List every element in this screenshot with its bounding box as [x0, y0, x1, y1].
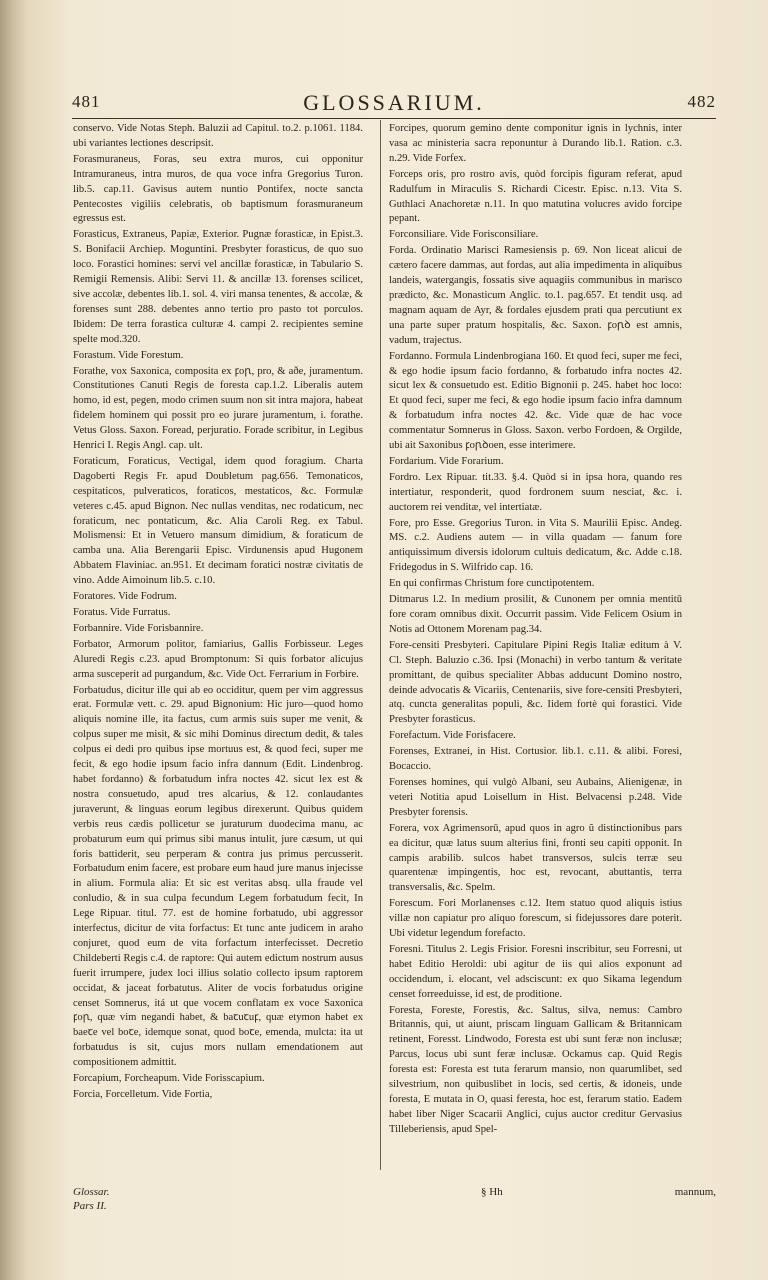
page-number-right: 482: [687, 92, 716, 111]
glossary-entry: Forenses homines, qui vulgò Albani, seu Aubains, Alienigenæ, in veteri Notitia apud Loisellum in Hist. Belvacensi p.248. Vide Presbyter forensis.: [389, 776, 682, 818]
signature-mark: § Hh: [481, 1186, 503, 1198]
signature-part: Pars II.: [73, 1200, 107, 1212]
glossary-entry: Forcipes, quorum gemino dente componitur ignis in lychnis, inter vasa ac ministeria sacra reponuntur à Durando lib.1. Ration. c.3. n.29. Vide Forfex.: [389, 123, 682, 164]
header-rule: [72, 118, 716, 119]
glossary-entry: Fordanno. Formula Lindenbrogiana 160. Et quod feci, super me feci, & ego hodie ipsum facio fordanno, & forbatudo infra noctes 42. sicut lex & consuetudo est. Editio Bignonii p. 245. habet hoc loco: Et quod feci, super me feci, & ego hodie ipsum facio infra damnum & forbatudum infra noctes 42. &c. Vide quæ de hac voce commentatur Somnerus in Gloss. Saxon. verbo Fordoen, & Orgilde, ubi ait Saxonibus ꝼoꞃꝺoen, esse interimere.: [389, 350, 682, 452]
glossary-entry: Forda. Ordinatio Marisci Ramesiensis p. 69. Non liceat alicui de cætero facere dammas, aut fordas, aut alia impedimenta in aliquibus landeis, watergangis, fossatis sive aquagiis communibus in marisco prædicto, &c. Monasticum Anglic. to.1. pag.657. Et tendit usq. ad magnam aquam de Ayr, & fordales ejusdem prati qua percutiunt ex una parte super pratum hospitalis, &c. Saxon. ꝼoꞃꝺ est amnis, vadum, trajectus.: [389, 245, 682, 346]
glossary-entry: Forconsiliare. Vide Forisconsiliare.: [389, 229, 539, 241]
glossary-entry: Foresni. Titulus 2. Legis Frisior. Foresni inscribitur, seu Forresni, ut habet Editio Heroldi: ubi agitur de iis qui alios exponunt ad occidendum, i. elocant, vel adsciscunt: ex quo Sikama legendum censet forreeduisse, id est, de proditione.: [389, 943, 682, 1000]
glossary-entry: En qui confirmas Christum fore cunctipotentem.: [389, 578, 595, 590]
catchword: mannum,: [674, 1186, 716, 1198]
glossary-entry: Forera, vox Agrimensorū, apud quos in agro ũ distinctionibus pars ea dicitur, quæ latus suum alterius fini, fronti seu capiti opponit. In campis arabilib. sulcos habet transversos, sulcis terræ seu quarentenæ impingentis, hoc est, revocant, abuttantis, terra transversalis, &c. Spelm.: [389, 822, 682, 894]
glossary-entry: Forbator, Armorum politor, famiarius, Gallis Forbisseur. Leges Aluredi Regis c.23. apud Bromptonum: Si quis forbator alicujus arma susceperit ad purgandum, &c. Vide Oct. Ferrarium in Forbire.: [73, 638, 363, 680]
glossary-entry: Foresta, Foreste, Forestis, &c. Saltus, silva, nemus: Cambro Britannis, qui, ut aiunt, priscam linguam Gallicam & Britannicam retinent, Foresst. Lindwodo, Foresta est ubi sunt feræ non inclusæ; Parcus, locus ubi sunt feræ inclusæ. Ockamus cap. Quid Regis foresta est: Foresta est tuta ferarum mansio, non quarumlibet, sed silvestrium, non quibuslibet in locis, sed certis, & idoneis, unde foresta, E mutata in O, quasi feresta, hoc est, ferarum statio. Eadem habet liber Niger Scacarii Anglici, cujus auctor creditur Gervasius Tilleberiensis, apud Spel-: [389, 1004, 682, 1135]
text-column-left: [73, 122, 363, 1104]
glossary-entry: Forbannire. Vide Forisbannire.: [73, 622, 204, 634]
glossary-entry: Foratus. Vide Furratus.: [73, 607, 171, 618]
book-page: [30, 0, 768, 1280]
glossary-entry: Ditmarus l.2. In medium prosilit, & Cunonem per omnia mentitū fore coram omnibus dixit. Occurrit passim. Vide Felicem Osium in Notis ad Ottonem Morenam pag.34.: [389, 594, 682, 635]
glossary-entry: Forefactum. Vide Forisfacere.: [389, 730, 516, 742]
page-number-left: 481: [72, 92, 101, 111]
glossary-entry: Forasticus, Extraneus, Papiæ, Exterior. Pugnæ forasticæ, in Epist.3. S. Bonifacii Archiep. Moguntini. Presbyter forasticus, de quo suo loco. Forastici homines: servi vel ancillæ forasticæ, in Tabulario S. Remigii Remensis. Alibi: Servi 11. & ancillæ 13. forenses scilicet, sive accolæ, debentes lib.1. sol. 4. viri mansa tenentes, & accolæ, & forenses sunt 288. debentes anno tertio pro pasto tot porculos. Ibidem: De terra forastica culturæ 4. campi 2. recipientes semine spelte mod.320.: [73, 229, 363, 345]
book-spine: [0, 0, 30, 1280]
glossary-entry: Foraticum, Foraticus, Vectigal, idem quod foragium. Charta Dagoberti Regis Fr. apud Doubletum pag.656. Temonaticos, cespitaticos, pulveraticos, foraticos, mestaticos, &c. Formulæ veteres c.45. apud Bignon. Nec nullas venditas, nec rodaticum, nec foraticum, nec pontaticum, &c. Alia Caroli Reg. ex Tabul. Molismensi: Et in Vetuero mansum dimidium, & foraticum de camba una. Alia Berengarii Episc. Virdunensis apud Hugonem Abbatem Flaviniac. an.951. Et decimam foratici nostræ civitatis de vino. Adde Aimoinum lib.5. c.10.: [73, 455, 363, 587]
text-column-right: [389, 122, 682, 1139]
glossary-entry: Fore, pro Esse. Gregorius Turon. in Vita S. Maurilii Episc. Andeg. MS. c.2. Audiens autem — in villa quadam — fanum fore antiquissimum diversis idolorum cultuis dedicatum, &c. Adde c.18. Fridegodus in S. Wilfrido cap. 16.: [389, 517, 682, 574]
running-header: [72, 90, 716, 116]
signature-note: Glossar.: [73, 1186, 110, 1198]
glossary-entry: Forenses, Extranei, in Hist. Cortusior. lib.1. c.11. & alibi. Foresi, Bocaccio.: [389, 746, 682, 773]
glossary-entry: Forcapium, Forcheapum. Vide Forisscapium.: [73, 1073, 265, 1085]
glossary-entry: Forceps oris, pro rostro avis, quòd forcipis figuram referat, apud Radulfum in Miraculis S. Richardi Cicestr. Episc. n.13. Vita S. Guthlaci Anachoretæ n.11. In quo matutina volucres avido forcipe pepant.: [389, 168, 682, 225]
glossary-entry: conservo. Vide Notas Steph. Baluzii ad Capitul. to.2. p.1061. 1184. ubi variantes lectiones descripsit.: [73, 123, 363, 149]
glossary-entry: Fordarium. Vide Forarium.: [389, 455, 504, 467]
glossary-entry: Forbatudus, dicitur ille qui ab eo occiditur, quem per vim aggressus erat. Formulæ vett. c. 29. apud Bignonium: Hic juro—quod homo aliquis nomine ille, ita factus, cum armis suis super me venit, & colpus super me misit, & sic mihi Dominus directum dedit, & tales colpus ei dedi pro quibus ipse mortuus est, & quod feci, super me fecit, & ego hodie ipsum facio infra dannum (Edit. Lindenbrog. habet fordanno) & forbatudum infra noctes 42. sicut lex est & nostra consuetudo, apud tres alcarius, & 12. conlaudantes juraverunt, & linguas eorum legibus direxerunt. Quibus quidem verbis reus cædis pollicetur se juraturum duodecima manu, ac probaturum eum qui primus sibi manus intulit, jure cæsum, ut qui foris battiderit, seu perperam & contra jus primus percusserit. Forbatudum enim facere, est probare eum haud jure manus injecisse in alium. Formula alia: Et sic est veritas absq. ulla fraude vel conludio, & in sua culpa fecundum Legem forbatudum fecit, In Lege Ripuar. titul. 77. est de homine forbatudo, ubi aggressor interfectus, dicitur de vita forfactus: Et tunc ante judicem in araho conjuret, quod eum de vita forfactum interfecisset. Decretio Childeberti Regis c.4. de raptore: Qui autem edictum nostrum ausus fuerit irrumpere, judex loci illius solatio collecto ipsum raptorem occidat, & jaceat forbatutus. Aliter de vocis forbatudus origine censet Somnerus, itá ut que vocem conflatam ex voce Saxonica ꝼoꞃ, quæ vim negandi habet, & baꞇuꞇuꝼ, quæ etymon habet ex baeꞇe vel boꞇe, idemque sonat, quod boꞇe, emenda, mulcta: ita ut forbatudus is sit, cujus mors nullam emendationem aut compositionem admittit.: [73, 684, 363, 1069]
glossary-entry: Fore-censiti Presbyteri. Capitulare Pipini Regis Italiæ editum à V. Cl. Steph. Baluzio c.36. Ipsi (Monachi) in verbo tantum & veritate promittant, de quibus specialiter Abbas adducunt Domino nostro, deinde advocatis & Vicariis, Centenariis, sive fore-censiti Presbyteri, atq. cuncta generalitas populi, &c. Iidem fortè qui forastici. Vide Presbyter forasticus.: [389, 639, 682, 726]
glossary-entry: Forasmuraneus, Foras, seu extra muros, cui opponitur Intramuraneus, intra muros, de qua voce infra Gregorius Turon. lib.5. cap.11. Gavisus autem nuntio Pontifex, nocte sancta Pentecostes vigiliis celebratis, ob baptismum forasmuraneum egressus est.: [73, 153, 363, 225]
glossary-entry: Fordro. Lex Ripuar. tit.33. §.4. Quòd si in ipsa hora, quando res intertiatur, responderit, quod fordronem suum nesciat, &c. i. auctorem rei venditæ, vel intertiatæ.: [389, 471, 682, 513]
glossary-entry: Forcia, Forcelletum. Vide Fortia,: [73, 1089, 213, 1100]
glossary-entry: Foratores. Vide Fodrum.: [73, 591, 177, 603]
page-title: GLOSSARIUM.: [303, 90, 485, 115]
page-footer: [73, 1186, 716, 1226]
glossary-entry: Forathe, vox Saxonica, composita ex ꝼoꞃ, pro, & aðe, juramentum. Constitutiones Canuti Regis de foresta cap.1.2. Liberalis autem homo, id est, pegen, modo crimen suum non sit intra majora, habeat fidelem hominem qui possit pro eo jurare juramentum, i. forathe. Vetus Gloss. Saxon. Foread, perjuratio. Forade scribitur, in Legibus Henrici I. Regis Angl. cap. ult.: [73, 365, 363, 452]
glossary-entry: Forescum. Fori Morlanenses c.12. Item statuo quod aliquis istius villæ non capiatur pro aliquo forescum, si fidejussores dare poterit. Ubi videtur legendum forefacto.: [389, 898, 682, 940]
glossary-entry: Forastum. Vide Forestum.: [73, 349, 184, 361]
column-divider: [380, 120, 381, 1170]
